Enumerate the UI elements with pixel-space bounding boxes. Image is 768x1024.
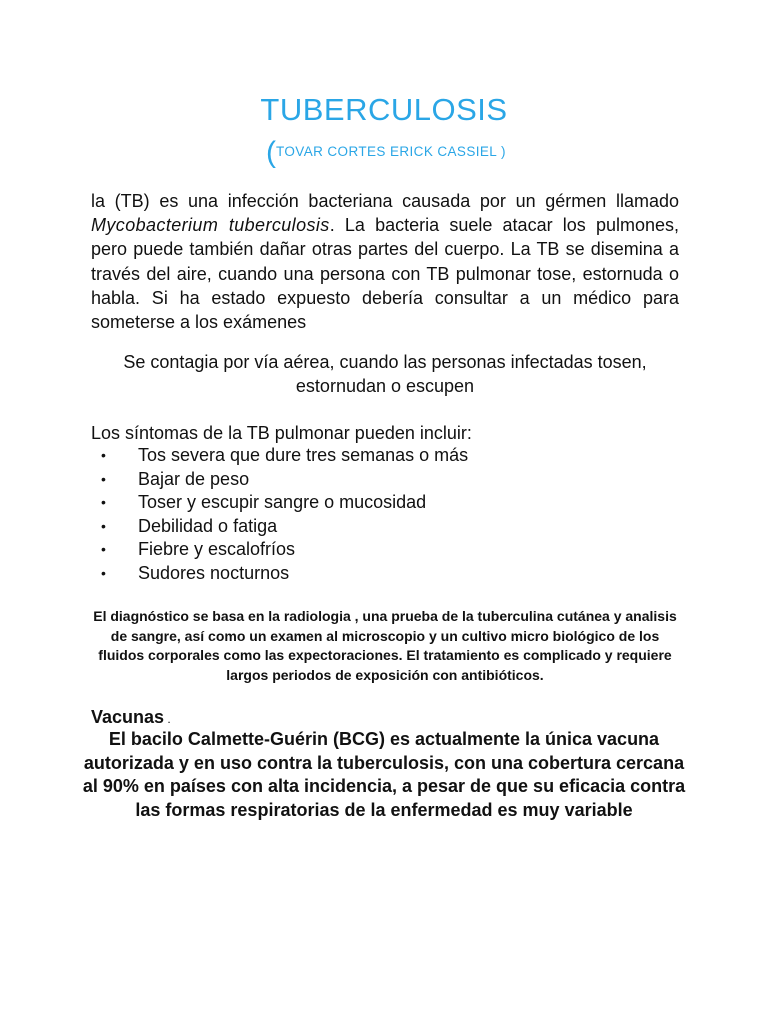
list-item (91, 515, 679, 539)
vaccines-heading (91, 706, 171, 730)
document-title: TUBERCULOSIS (260, 92, 508, 127)
list-item (91, 468, 679, 492)
author-name: TOVAR CORTES ERICK CASSIEL (276, 144, 498, 159)
intro-text-start: la (TB) es una infección bacteriana causada por un gérmen llamado (91, 191, 679, 211)
vaccines-label: Vacunas (91, 707, 165, 727)
diagnosis-paragraph: El diagnóstico se basa en la radiologia , una prueba de la tuberculina cutánea y analisis de sangre, así como un examen al microscopio y un cultivo micro biológico de los fluidos corporales como las expectoraciones. El tratamiento es complicado y requiere largos periodos de exposición con antibióticos. (93, 608, 677, 683)
bullet-icon: • (101, 564, 106, 581)
vaccines-paragraph: El bacilo Calmette-Guérin (BCG) es actualmente la única vacuna autorizada y en uso contra la tuberculosis, con una cobertura cercana al 90% en países con alta incidencia, a pesar de que su eficacia contra las formas respiratorias de la enfermedad es muy variable (82, 729, 686, 820)
list-item-text: Bajar de peso (138, 468, 250, 489)
bullet-icon: • (101, 447, 106, 463)
intro-text-end: . La bacteria suele atacar los pulmones, pero puede también dañar otras partes del cuerpo. La TB se disemina a través del aire, cuando una persona con TB pulmonar tose, estornuda o habla. Si ha estado expuesto debería consultar a un médico para someterse a los exámenes (91, 215, 680, 333)
intro-paragraph (91, 189, 679, 334)
list-item-text: Debilidad o fatiga (138, 515, 278, 536)
list-item-text: Tos severa que dure tres semanas o más (138, 445, 469, 465)
bullet-icon: • (101, 470, 106, 487)
list-item-text: Fiebre y escalofríos (138, 539, 296, 560)
list-item-text: Sudores nocturnos (138, 562, 290, 583)
list-item-text: Toser y escupir sangre o mucosidad (138, 492, 427, 513)
list-item (91, 491, 679, 515)
list-item (91, 538, 679, 562)
symptoms-heading: Los síntomas de la TB pulmonar pueden incluir: (91, 423, 472, 443)
author-open-paren: ( (266, 136, 276, 169)
list-item (91, 444, 679, 468)
author-close-paren: ) (497, 144, 506, 159)
list-item (91, 562, 679, 586)
bullet-icon: • (101, 541, 106, 558)
contagion-paragraph: Se contagia por vía aérea, cuando las personas infectadas tosen, estornudan o escupen (123, 352, 647, 396)
bullet-icon: • (101, 517, 106, 534)
symptom-list (91, 444, 679, 586)
species-name: Mycobacterium tuberculosis (91, 215, 330, 236)
author-line (266, 136, 505, 170)
vaccines-label-dot: . (164, 712, 171, 726)
bullet-icon: • (101, 494, 106, 511)
